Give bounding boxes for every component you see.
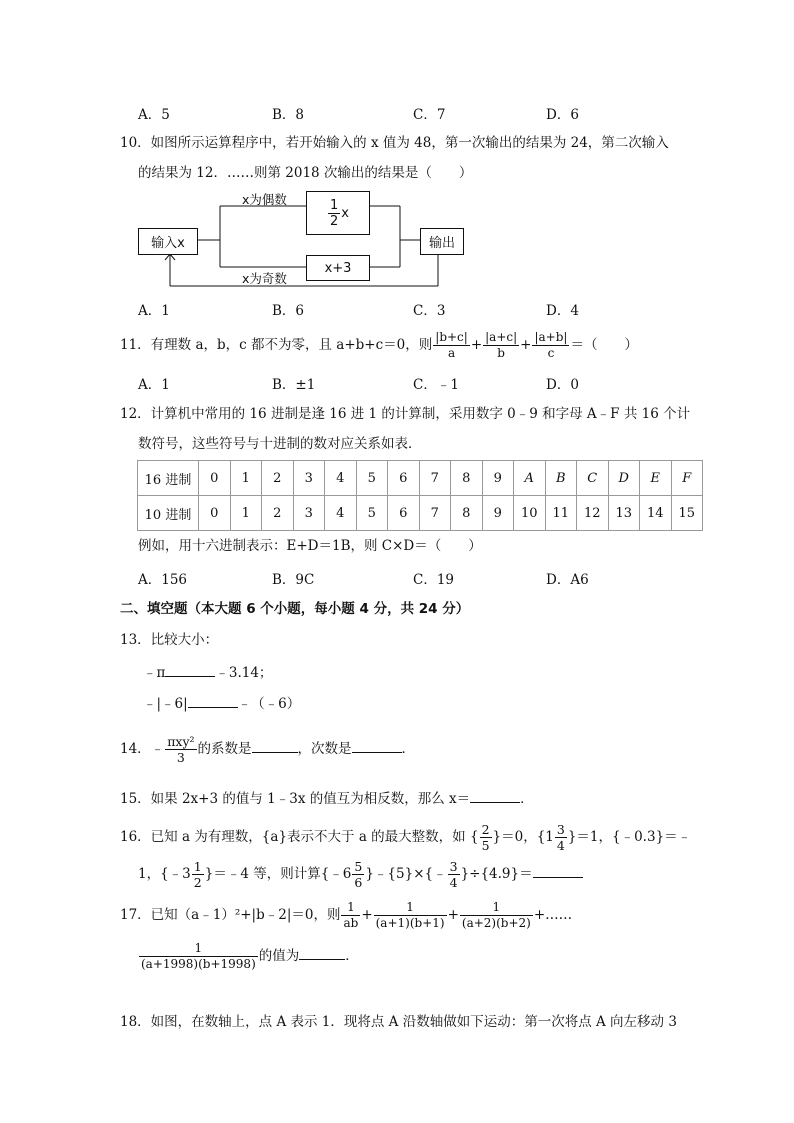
table-head-hex: 16 进制 — [138, 461, 199, 496]
q11-line: 11．有理数 a，b，c 都不为零，且 a+b+c＝0，则 $\frac{|b+c|}{a}$ + $\frac{|a+c|}{b}$ + $\frac{|a+b|}{c}$ ＝（ ） — [120, 330, 638, 360]
flow-odd-box: x+3 — [306, 255, 370, 281]
q16-fraction-1: $\frac{2}{5}$ — [481, 822, 490, 853]
q11-suffix: ＝（ ） — [570, 337, 638, 353]
flow-odd-label: x为奇数 — [242, 271, 287, 286]
flow-half-box — [306, 191, 370, 235]
q11-fraction-3: $\frac{|a+b|}{c}$ — [534, 330, 568, 360]
q10-option-c: C．3 — [413, 303, 446, 319]
half-fraction: 1 2 — [330, 197, 339, 229]
hex-decimal-table — [137, 460, 703, 531]
q11-fraction-2: $\frac{|a+c|}{b}$ — [485, 330, 518, 360]
flow-even-label: x为偶数 — [242, 192, 287, 207]
table-head-decimal: 10 进制 — [138, 496, 199, 531]
q15-blank[interactable] — [470, 788, 520, 803]
q12-line-2: 数符号，这些符号与十进制的数对应关系如表． — [138, 436, 422, 452]
half-var: x — [341, 205, 349, 221]
q12-option-b: B．9C — [272, 572, 315, 588]
q10-option-d: D．4 — [546, 303, 579, 319]
q13-item-a: ﹣π ﹣3.14； — [143, 662, 272, 682]
q11-prefix: 11．有理数 a，b，c 都不为零，且 a+b+c＝0，则 — [120, 337, 433, 353]
q12-option-a: A．156 — [138, 572, 188, 588]
q9-option-c: C．7 — [413, 107, 446, 123]
q11-fraction-1: $\frac{|b+c|}{a}$ — [435, 330, 468, 360]
q11-option-d: D．0 — [546, 377, 579, 393]
q14-blank-coefficient[interactable] — [252, 738, 298, 753]
q11-option-a: A．1 — [138, 377, 170, 393]
q14-blank-degree[interactable] — [352, 738, 402, 753]
q12-option-c: C．19 — [413, 572, 455, 588]
flow-input-box: 输入x — [138, 228, 198, 255]
section-2-heading: 二、填空题（本大题 6 个小题，每小题 4 分，共 24 分） — [120, 601, 470, 617]
q16-fraction-5: $\frac{3}{4}$ — [449, 859, 458, 890]
q10-flowchart — [130, 188, 480, 288]
table-row-hex: 16 进制 0 1 2 3 4 5 6 7 8 9 A B C D E F — [138, 461, 703, 496]
q17-blank[interactable] — [299, 945, 345, 960]
q14-fraction: πxy² 3 — [167, 734, 195, 765]
q16-fraction-3: $\frac{1}{2}$ — [193, 859, 202, 890]
q17-fraction-3: $\frac{1}{(a+2)(b+2)}$ — [461, 900, 531, 930]
q18-line-1: 18．如图，在数轴上，点 A 表示 1．现将点 A 沿数轴做如下运动：第一次将点 A 向左移动 3 — [120, 1014, 677, 1030]
q16-line-2: 1，{﹣3 $\frac{1}{2}$ }＝﹣4 等，则计算{﹣6 $\frac{5}{6}$ }﹣{5}×{﹣ $\frac{3}{4}$ }÷{4.9}＝ — [138, 855, 583, 893]
q12-option-d: D．A6 — [546, 572, 589, 588]
q9-option-a: A．5 — [138, 107, 170, 123]
q16-fraction-2: $\frac{3}{4}$ — [556, 822, 565, 853]
q13-blank-b[interactable] — [188, 693, 238, 708]
q15-line: 15．如果 2x+3 的值与 1﹣3x 的值互为相反数，那么 x＝ ． — [120, 788, 534, 808]
q16-blank[interactable] — [533, 863, 583, 878]
q16-fraction-4: $\frac{5}{6}$ — [354, 859, 363, 890]
q12-line-1: 12．计算机中常用的 16 进制是逢 16 进 1 的计算制，采用数字 0﹣9 和字母 A﹣F 共 16 个计 — [120, 406, 691, 422]
q10-line-2: 的结果为 12．……则第 2018 次输出的结果是（ ） — [138, 165, 473, 181]
q11-option-b: B．±1 — [272, 377, 316, 393]
q17-line-1: 17．已知（a﹣1）²+|b﹣2|＝0，则 $\frac{1}{ab}$ + $\frac{1}{(a+1)(b+1)}$ + $\frac{1}{(a+2)(b+2)}$ +…… — [120, 900, 573, 930]
q13-title: 13．比较大小： — [120, 632, 219, 648]
q9-option-d: D．6 — [546, 107, 579, 123]
table-row-decimal: 10 进制 0 1 2 3 4 5 6 7 8 9 10 11 12 13 14 15 — [138, 496, 703, 531]
flow-output-box: 输出 — [420, 228, 464, 255]
q17-fraction-2: $\frac{1}{(a+1)(b+1)}$ — [375, 900, 445, 930]
q17-line-2: $\frac{1}{(a+1998)(b+1998)}$ 的值为 ． — [141, 941, 359, 971]
q16-line-1: 16．已知 a 为有理数，{a}表示不大于 a 的最大整数，如 { $\frac{2}{5}$ }＝0，{1 $\frac{3}{4}$ }＝1，{﹣0.3}＝﹣ — [120, 822, 692, 853]
q13-blank-a[interactable] — [165, 662, 215, 677]
q14-line: 14．﹣ πxy² 3 的系数是 ，次数是 ． — [120, 734, 416, 765]
q12-example: 例如，用十六进制表示：E+D＝1B，则 C×D＝（ ） — [138, 538, 482, 554]
q13-item-b: ﹣|﹣6| ﹣（﹣6） — [143, 693, 300, 713]
q9-option-b: B．8 — [272, 107, 305, 123]
q17-fraction-4: $\frac{1}{(a+1998)(b+1998)}$ — [141, 941, 256, 971]
q10-option-a: A．1 — [138, 303, 170, 319]
q10-option-b: B．6 — [272, 303, 305, 319]
q10-line-1: 10．如图所示运算程序中，若开始输入的 x 值为 48，第一次输出的结果为 24，第二次输入 — [120, 135, 669, 151]
q11-option-c: C．﹣1 — [413, 377, 459, 393]
q17-fraction-1: $\frac{1}{ab}$ — [343, 900, 359, 930]
